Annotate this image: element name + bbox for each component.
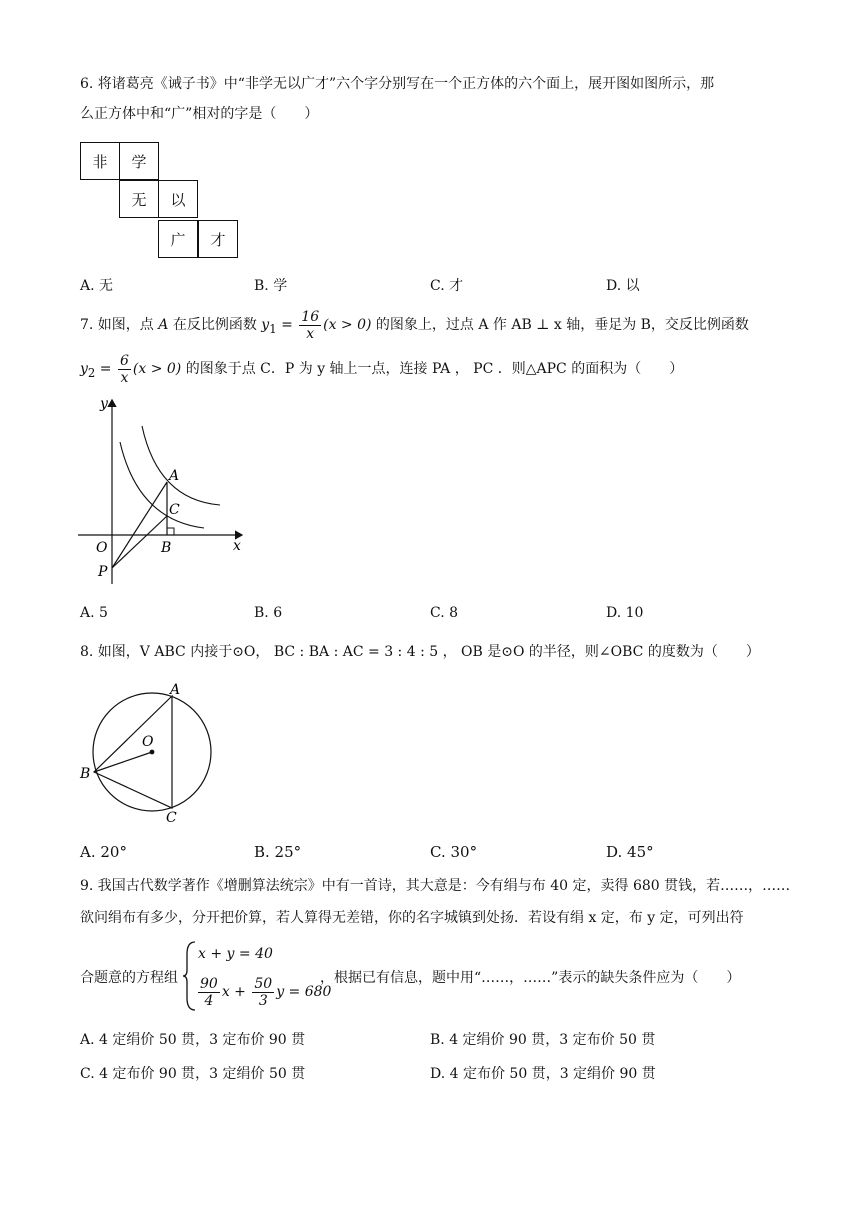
- q6-stem-line2: 么正方体中和“广”相对的字是（ ）: [80, 106, 319, 122]
- q8-stem: 8. 如图，V ABC 内接于⊙O， BC : BA : AC = 3 : 4 : 5 ， OB 是⊙O 的半径，则∠OBC 的度数为（ ）: [80, 644, 760, 660]
- q8-option-b: B. 25°: [254, 843, 302, 861]
- fraction-6-over-x: $\frac{6}{x}$: [119, 352, 129, 386]
- q7-option-a: A. 5: [80, 605, 108, 621]
- net-cell-wu: 无: [119, 180, 159, 218]
- curve-y1: [142, 426, 220, 505]
- net-cell-yi: 以: [158, 180, 198, 218]
- center-dot: [150, 750, 155, 755]
- q7-graph: [70, 392, 260, 592]
- svg-text:B: B: [80, 766, 91, 782]
- q9-stem-line3-b: ，根据已有信息，题中用“……，……”表示的缺失条件应为（ ）: [320, 970, 741, 986]
- q9-option-b: B. 4 定绢价 90 贯，3 定布价 50 贯: [430, 1032, 656, 1048]
- svg-text:C: C: [166, 810, 177, 825]
- segment-pc: [112, 516, 167, 568]
- q9-stem-line3-a: 合题意的方程组: [80, 970, 178, 986]
- q9-option-d: D. 4 定布价 50 贯，3 定绢价 90 贯: [430, 1066, 656, 1082]
- q6-option-d: D. 以: [606, 278, 640, 294]
- q8-option-a: A. 20°: [80, 843, 127, 861]
- fraction-16-over-x: $\frac{16}{x}$: [301, 308, 320, 342]
- q9-option-c: C. 4 定布价 90 贯，3 定绢价 50 贯: [80, 1066, 306, 1082]
- q7-stem-line2: $y_2$ = $\frac{6}{x}$ (x > 0) 的图象于点 C．P 为 y 轴上一点，连接 PA ， PC ．则△APC 的面积为（ ）: [80, 352, 684, 386]
- net-cell-xue: 学: [119, 142, 159, 180]
- q7-option-c: C. 8: [430, 605, 459, 621]
- q8-option-c: C. 30°: [430, 843, 478, 861]
- svg-text:A: A: [170, 682, 181, 698]
- q7-option-b: B. 6: [254, 605, 283, 621]
- q7-stem-line1: 7. 如图，点 A 在反比例函数 $y_1$ = $\frac{16}{x}$ (x > 0) 的图象上，过点 A 作 AB ⊥ x 轴，垂足为 B，交反比例函数: [80, 308, 749, 342]
- svg-text:O: O: [142, 734, 154, 750]
- triangle-abc: [94, 696, 172, 808]
- svg-text:A: A: [169, 468, 180, 484]
- q6-option-b: B. 学: [254, 278, 288, 294]
- q8-circle-figure: [76, 680, 226, 825]
- equation-2: $\frac{90}{4}$ x + $\frac{50}{3}$ y = 680: [200, 975, 332, 1009]
- net-cell-guang: 广: [158, 220, 198, 258]
- curve-y2: [120, 442, 204, 528]
- q6-stem-line1: 6. 将诸葛亮《诫子书》中“非学无以广才”六个字分别写在一个正方体的六个面上，展开图如图所示，那: [80, 76, 715, 92]
- q6-option-c: C. 才: [430, 278, 464, 294]
- q8-option-d: D. 45°: [606, 843, 654, 861]
- svg-text:y: y: [100, 396, 108, 412]
- q7-option-d: D. 10: [606, 605, 644, 621]
- svg-text:O: O: [96, 540, 108, 556]
- system-brace: [183, 940, 197, 1012]
- q9-stem-line2: 欲问绢布有多少，分开把价算，若人算得无差错，你的名字城镇到处扬．若设有绢 x 定，布 y 定，可列出符: [80, 910, 744, 926]
- q6-option-a: A. 无: [80, 278, 114, 294]
- q9-option-a: A. 4 定绢价 50 贯，3 定布价 90 贯: [80, 1032, 306, 1048]
- svg-text:C: C: [169, 502, 180, 518]
- q9-stem-line1: 9. 我国古代数学著作《增删算法统宗》中有一首诗，其大意是：今有绢与布 40 定，卖得 680 贯钱，若……，……: [80, 878, 791, 894]
- segment-pa: [112, 482, 167, 568]
- right-angle-mark: [167, 528, 174, 535]
- svg-text:P: P: [98, 564, 108, 580]
- svg-text:x: x: [233, 538, 241, 554]
- equation-1: x + y = 40: [198, 946, 273, 962]
- net-cell-cai: 才: [198, 220, 238, 258]
- net-cell-fei: 非: [80, 142, 120, 180]
- radius-ob: [94, 752, 152, 772]
- svg-text:B: B: [161, 540, 172, 556]
